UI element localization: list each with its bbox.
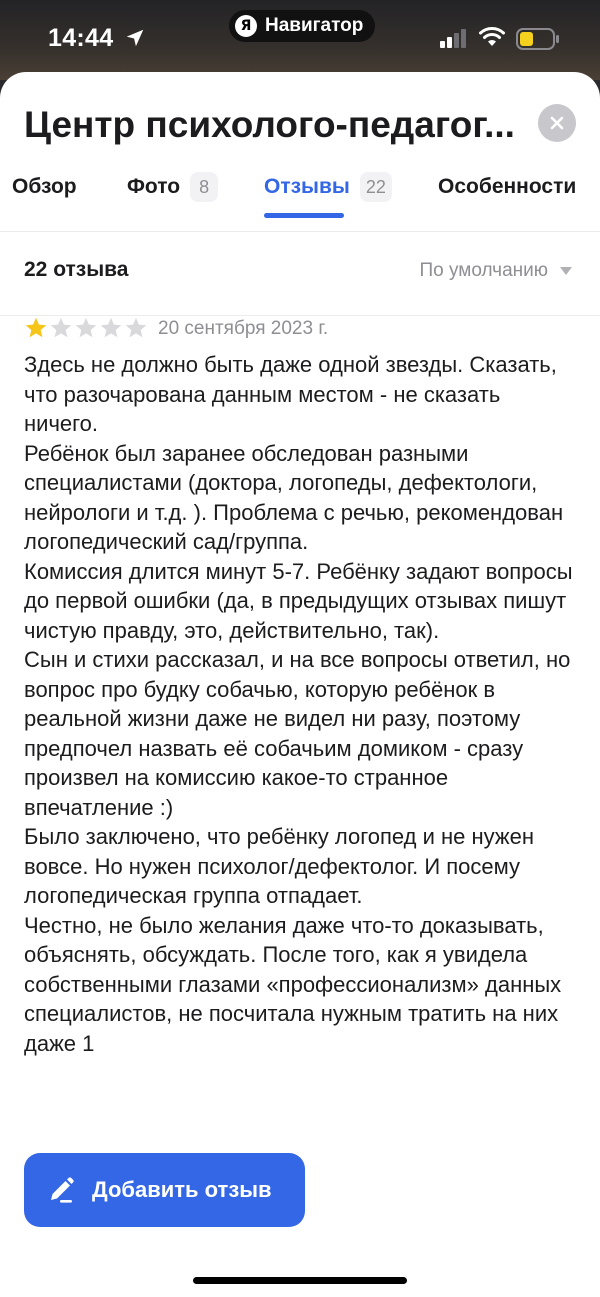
tab-label: Особенности (438, 175, 577, 198)
review-text[interactable] (24, 350, 580, 1058)
chevron-down-icon (560, 267, 572, 275)
tab-label: Обзор (12, 175, 77, 198)
star-filled-icon (24, 316, 48, 340)
review-paragraph: Сын и стихи рассказал, и на все вопросы ответил, но вопрос про будку собачью, которую ребёнок в реальной жизни даже не видел ни разу, поэтому предпочел назвать её собачьим домиком - сразу произвел на комиссию какое-то странное впечатление :) (24, 647, 571, 820)
star-empty-icon (99, 316, 123, 340)
cellular-signal-icon (440, 28, 468, 48)
star-empty-icon (124, 316, 148, 340)
reviews-count-title: 22 отзыва (24, 258, 129, 281)
home-indicator[interactable] (193, 1277, 407, 1284)
close-button[interactable] (538, 104, 576, 142)
review-paragraph: Было заключено, что ребёнку логопед и не нужен вовсе. Но нужен психолог/дефектолог. И посему логопедическая группа отпадает. (24, 824, 534, 908)
tab-label: Отзывы (264, 175, 350, 198)
review-paragraph: Комиссия длится минут 5-7. Ребёнку задают вопросы до первой ошибки (да, в предыдущих отзывах пишут чистую правду, это, действительно, так). (24, 558, 573, 643)
review-date: 20 сентября 2023 г. (158, 318, 329, 339)
reviews-header (0, 232, 600, 316)
tab-features[interactable] (438, 170, 576, 232)
pencil-icon (46, 1175, 76, 1205)
tab-reviews[interactable] (264, 170, 392, 232)
sort-label: По умолчанию (419, 260, 548, 281)
battery-icon (516, 28, 560, 50)
tab-photos[interactable] (127, 170, 218, 232)
sort-dropdown[interactable] (420, 260, 573, 282)
review-paragraph: Ребёнок был заранее обследован разными специалистами (доктора, логопеды, дефектологи, нейрологи и т.д. ). Проблема с речью, рекомендован логопедический сад/группа. (24, 440, 564, 554)
active-tab-indicator (264, 213, 344, 218)
clock: 14:44 (48, 24, 114, 52)
yandex-logo-icon: Я (235, 15, 257, 37)
add-review-label: Добавить отзыв (92, 1177, 272, 1202)
place-card-sheet (0, 72, 600, 1297)
page-title: Центр психолого-педагог... (24, 104, 515, 145)
star-empty-icon (74, 316, 98, 340)
tab-overview[interactable] (12, 170, 77, 232)
review-paragraph: Здесь не должно быть даже одной звезды. Сказать, что разочарована данным местом - не сказать ничего. (24, 352, 557, 436)
location-arrow-icon (124, 27, 146, 49)
wifi-icon (478, 26, 506, 48)
back-to-app-label: Навигатор (265, 15, 364, 36)
tab-count-badge: 22 (360, 172, 392, 202)
tab-bar (0, 170, 600, 232)
rating-stars (24, 316, 148, 340)
review-card (0, 316, 600, 1136)
tab-label: Фото (127, 175, 181, 198)
star-empty-icon (49, 316, 73, 340)
back-to-app-pill[interactable] (229, 10, 375, 42)
status-bar (0, 0, 600, 80)
tab-count-badge: 8 (190, 172, 218, 202)
add-review-button[interactable] (24, 1153, 305, 1227)
close-icon (549, 115, 565, 131)
review-paragraph: Честно, не было желания даже что-то доказывать, объяснять, обсуждать. После того, как я увидела собственными глазами «профессионализм» данных специалистов, не посчитала нужным тратить на них даже 1 (24, 912, 562, 1056)
